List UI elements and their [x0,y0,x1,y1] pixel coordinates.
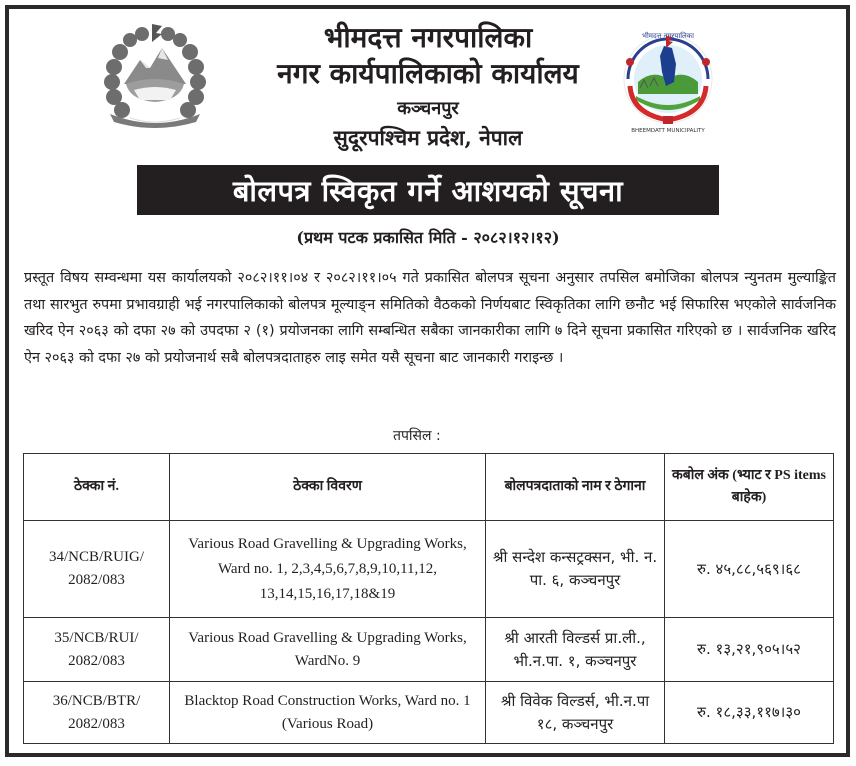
logo-text-top: भीमदत्त नगरपालिका [642,32,694,40]
bidder-name: श्री विवेक विल्डर्स, भी.न.पा १८, कञ्चनपुर [486,682,665,744]
notice-title: बोलपत्र स्विकृत गर्ने आशयको सूचना [137,165,719,215]
table-row [24,618,834,682]
bidder-name: श्री सन्देश कन्सट्रक्सन, भी. न. पा. ६, कञ्चनपुर [486,521,665,618]
district-name: कञ्चनपुर [397,98,459,119]
header-description: ठेक्का विवरण [170,454,486,521]
office-name: नगर कार्यपालिकाको कार्यालय [277,57,579,90]
table-row [24,521,834,618]
details-label: तपसिल : [393,428,441,444]
contracts-table [23,453,834,744]
bid-amount: रु. ४५,८८,५६९।६८ [665,521,834,618]
contract-description: Blacktop Road Construction Works, Ward no. 1 (Various Road) [170,682,486,744]
contract-description: Various Road Gravelling & Upgrading Works, WardNo. 9 [170,618,486,682]
header-bidder: बोलपत्रदाताको नाम र ठेगाना [486,454,665,521]
bidder-name: श्री आरती विल्डर्स प्रा.ली., भी.न.पा. १, कञ्चनपुर [486,618,665,682]
published-date: (प्रथम पटक प्रकासित मिति - २०८२।१२।१२) [296,228,560,247]
header-contract-no: ठेक्का नं. [24,454,170,521]
notice-body: प्रस्तूत विषय सम्वन्धमा यस कार्यालयको २०८२।११।०४ र २०८२।११।०५ गते प्रकासित बोलपत्र सूचना अनुसार तपसिल बमोजिका बोलपत्र न्युनतम मुल्याङ्कित तथा सारभुत रुपमा प्रभावग्राही भई नगरपालिकाको बोलपत्र मूल्याङ्न समितिको वैठकको निर्णयबाट स्विकृतिका लागि छनौट भई सिफारिस भएकोले सार्वजनिक खरिद ऐन २०६३ को दफा २७ को उपदफा २ (१) प्रयोजनका लागि सम्बन्धित सबैका जानकारीका लागि ७ दिने सूचना प्रकासित गरिएको छ । सार्वजनिक खरिद ऐन २०६३ को दफा २७ को प्रयोजनार्थ सबै बोलपत्रदाताहरु लाइ समेत यसै सूचना बाट जानकारी गराइन्छ । [24,270,836,366]
logo-text-bottom: BHEEMDATT MUNICIPALITY [631,128,705,134]
contract-no: 35/NCB/RUI/ 2082/083 [24,618,170,682]
table-header-row [24,454,834,521]
bid-amount: रु. १३,२१,९०५।५२ [665,618,834,682]
contract-description: Various Road Gravelling & Upgrading Works, Ward no. 1, 2,3,4,5,6,7,8,9,10,11,12, 13,14,15,16,17,18&19 [170,521,486,618]
header-amount: कबोल अंक (भ्याट र PS items बाहेक) [665,454,834,521]
municipality-name: भीमदत्त नगरपालिका [323,21,533,54]
bid-amount: रु. १८,३३,११७।३० [665,682,834,744]
table-row [24,682,834,744]
contract-no: 36/NCB/BTR/ 2082/083 [24,682,170,744]
province-name: सुदूरपश्चिम प्रदेश, नेपाल [333,125,523,150]
contract-no: 34/NCB/RUIG/ 2082/083 [24,521,170,618]
